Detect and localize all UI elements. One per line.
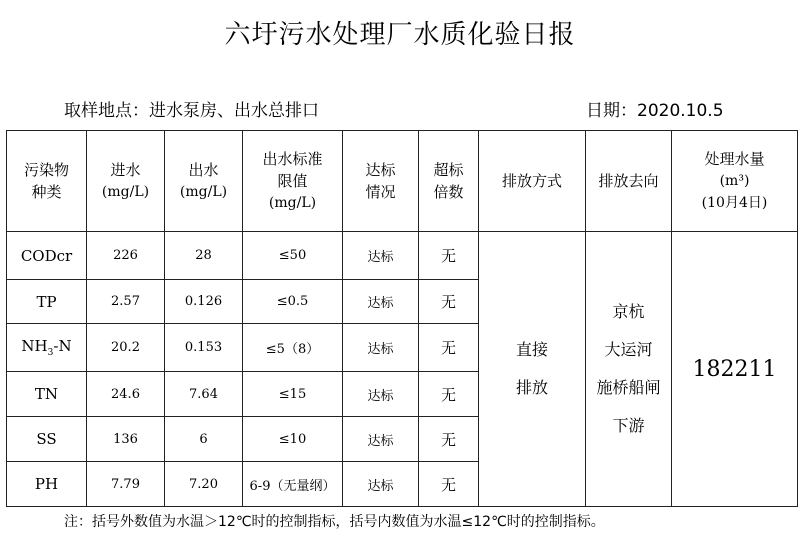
pollutant-name: SS (7, 417, 87, 462)
header-row (7, 131, 798, 232)
inflow-value: 2.57 (87, 280, 165, 324)
discharge-dest-cell: 京杭 大运河 施桥船闸 下游 (586, 232, 672, 507)
inflow-value: 20.2 (87, 324, 165, 372)
footnote: 注：括号外数值为水温＞12℃时的控制指标，括号内数值为水温≤12℃时的控制指标。 (64, 514, 605, 530)
header-status: 达标 情况 (343, 131, 419, 232)
header-exceed: 超标 倍数 (419, 131, 479, 232)
status-value: 达标 (343, 324, 419, 372)
limit-value: ≤0.5 (243, 280, 343, 324)
status-value: 达标 (343, 280, 419, 324)
header-discharge-dest: 排放去向 (586, 131, 672, 232)
header-pollutant: 污染物 种类 (7, 131, 87, 232)
header-discharge-method: 排放方式 (479, 131, 586, 232)
table-row (7, 232, 798, 280)
status-value: 达标 (343, 372, 419, 417)
inflow-value: 136 (87, 417, 165, 462)
outflow-value: 7.64 (165, 372, 243, 417)
header-inflow: 进水 (mg/L) (87, 131, 165, 232)
limit-value: ≤5（8） (243, 324, 343, 372)
discharge-method-cell: 直接 排放 (479, 232, 586, 507)
exceed-value: 无 (419, 324, 479, 372)
exceed-value: 无 (419, 280, 479, 324)
status-value: 达标 (343, 417, 419, 462)
exceed-value: 无 (419, 372, 479, 417)
pollutant-name: $NH_3-N$ (7, 324, 87, 372)
status-value: 达标 (343, 462, 419, 507)
header-limit: 出水标准 限值 (mg/L) (243, 131, 343, 232)
outflow-value: 0.126 (165, 280, 243, 324)
outflow-value: 7.20 (165, 462, 243, 507)
inflow-value: 7.79 (87, 462, 165, 507)
exceed-value: 无 (419, 232, 479, 280)
exceed-value: 无 (419, 462, 479, 507)
limit-value: 6-9（无量纲） (243, 462, 343, 507)
pollutant-name: CODcr (7, 232, 87, 280)
inflow-value: 24.6 (87, 372, 165, 417)
limit-value: ≤10 (243, 417, 343, 462)
header-volume: 处理水量 (m³) (10月4日) (672, 131, 798, 232)
limit-value: ≤15 (243, 372, 343, 417)
inflow-value: 226 (87, 232, 165, 280)
header-outflow: 出水 (mg/L) (165, 131, 243, 232)
limit-value: ≤50 (243, 232, 343, 280)
outflow-value: 28 (165, 232, 243, 280)
status-value: 达标 (343, 232, 419, 280)
report-date: 日期：2020.10.5 (586, 101, 724, 121)
exceed-value: 无 (419, 417, 479, 462)
pollutant-name: TP (7, 280, 87, 324)
sampling-location: 取样地点：进水泵房、出水总排口 (64, 101, 319, 121)
pollutant-name: TN (7, 372, 87, 417)
page-title: 六圩污水处理厂水质化验日报 (224, 20, 576, 50)
water-quality-table (6, 130, 798, 507)
pollutant-name: PH (7, 462, 87, 507)
outflow-value: 0.153 (165, 324, 243, 372)
treated-volume: 182211 (672, 232, 798, 507)
outflow-value: 6 (165, 417, 243, 462)
